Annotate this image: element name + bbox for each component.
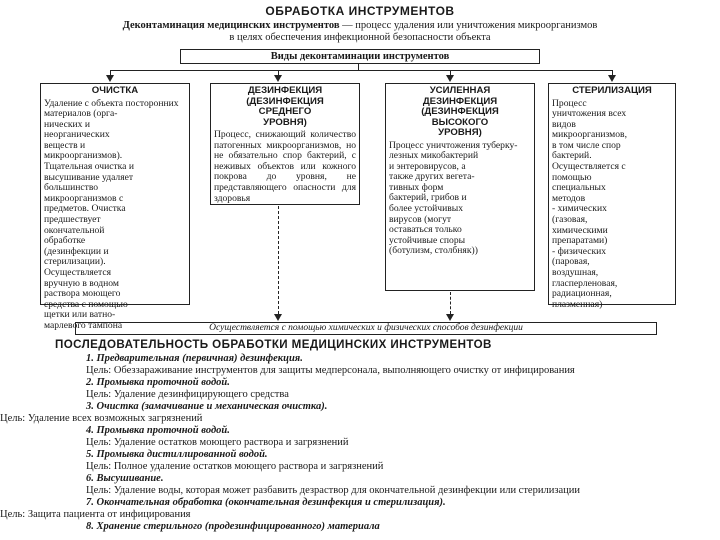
column-heading: ОЧИСТКА xyxy=(91,85,139,96)
arrow-col2-down xyxy=(274,314,282,321)
column-body: Удаление с объекта посторонних материалов (орга- нических и неорганических веществ и микроорганизмов). Тщательная очистка и высушивание удаляет большинство микроорганизмов с предметов. Очистка предшествует окончательной обработке (дезинфекции и стерилизации). Осуществляется вручную в водном раствора моющего средства с помощью щетки или ватно- марлевого тампона xyxy=(44,97,179,331)
step-item xyxy=(0,497,712,521)
step-item xyxy=(62,473,712,497)
document-title: ОБРАБОТКА ИНСТРУМЕНТОВ xyxy=(265,4,455,18)
step-title: 4. Промывка проточной водой. xyxy=(86,425,230,436)
connector-center xyxy=(358,64,359,70)
step-item xyxy=(62,353,712,377)
column-heading: УСИЛЕННАЯ ДЕЗИНФЕКЦИЯ (ДЕЗИНФЕКЦИЯ ВЫСОКОГО УРОВНЯ) xyxy=(421,85,499,138)
column-high-level-disinfection xyxy=(385,83,535,291)
column-cleaning xyxy=(40,83,190,331)
step-title: 8. Хранение стерильного (продезинфицированного) материала xyxy=(86,521,380,532)
step-item xyxy=(62,377,712,401)
step-goal: Цель: Защита пациента от инфицирования xyxy=(0,509,191,520)
step-item xyxy=(62,521,712,533)
step-goal: Цель: Полное удаление остатков моющего раствора и загрязнений xyxy=(86,461,384,472)
step-title: 5. Промывка дистиллированной водой. xyxy=(86,449,268,460)
column-heading: ДЕЗИНФЕКЦИЯ (ДЕЗИНФЕКЦИЯ СРЕДНЕГО УРОВНЯ) xyxy=(246,85,324,128)
disinfection-methods-note: Осуществляется с помощью химических и физических способов дезинфекции xyxy=(75,322,657,335)
column-body: Процесс уничтожения туберку- лезных микобактерий и энтеровирусов, а также других вегета- тивных форм бактерий, грибов и более устойчивых вирусов (могут оставаться только устойчивые споры (ботулизм, столбняк)) xyxy=(389,139,518,257)
step-title: 6. Высушивание. xyxy=(86,473,164,484)
connector-horizontal xyxy=(110,70,612,71)
definition-term: Деконтаминация медицинских инструментов xyxy=(122,20,340,31)
decontamination-definition xyxy=(120,20,600,44)
column-sterilization xyxy=(548,83,676,310)
processing-steps xyxy=(0,353,712,533)
step-item xyxy=(62,449,712,473)
connector-col2-down xyxy=(278,206,279,314)
column-body: Процесс, снижающий количество патогенных микроорганизмов, но не обязательно спор бактерий, с неживых объектов или кожного покрова до уровня, не представляющего опасности для здоровья xyxy=(214,129,356,204)
connector-col3-down xyxy=(450,292,451,314)
step-item xyxy=(62,425,712,449)
arrow-col3 xyxy=(446,75,454,82)
step-title: 7. Окончательная обработка (окончательная дезинфекция и стерилизация). xyxy=(86,497,446,508)
step-goal: Цель: Удаление всех возможных загрязнений xyxy=(0,413,203,424)
column-body: Процесс уничтожения всех видов микроорганизмов, в том числе спор бактерий. Осуществляется с помощью специальных методов - химических (газовая, химическими препаратами) - физических (паровая, воздушная, гласперленовая, радиационная, плазменная) xyxy=(552,97,627,310)
definition-text: — процесс удаления или уничтожения микроорганизмов в целях обеспечения инфекционной безопасности объекта xyxy=(229,20,598,43)
step-goal: Цель: Удаление дезинфицирующего средства xyxy=(86,389,289,400)
step-title: 3. Очистка (замачивание и механическая очистка). xyxy=(86,401,328,412)
column-heading: СТЕРИЛИЗАЦИЯ xyxy=(572,85,652,96)
arrow-col2 xyxy=(274,75,282,82)
step-item xyxy=(0,401,712,425)
arrow-col1 xyxy=(106,75,114,82)
step-goal: Цель: Обеззараживание инструментов для защиты медперсонала, выполняющего очистку от инфицирования xyxy=(86,365,575,376)
step-goal: Цель: Удаление воды, которая может разбавить дезраствор для окончательной дезинфекции или стерилизации xyxy=(86,485,580,496)
arrow-col4 xyxy=(608,75,616,82)
decontamination-types-header: Виды деконтаминации инструментов xyxy=(180,49,540,64)
column-disinfection xyxy=(210,83,360,205)
step-title: 2. Промывка проточной водой. xyxy=(86,377,230,388)
sequence-title: ПОСЛЕДОВАТЕЛЬНОСТЬ ОБРАБОТКИ МЕДИЦИНСКИХ ИНСТРУМЕНТОВ xyxy=(55,338,492,351)
step-title: 1. Предварительная (первичная) дезинфекция. xyxy=(86,353,303,364)
arrow-col3-down xyxy=(446,314,454,321)
step-goal: Цель: Удаление остатков моющего раствора и загрязнений xyxy=(86,437,349,448)
